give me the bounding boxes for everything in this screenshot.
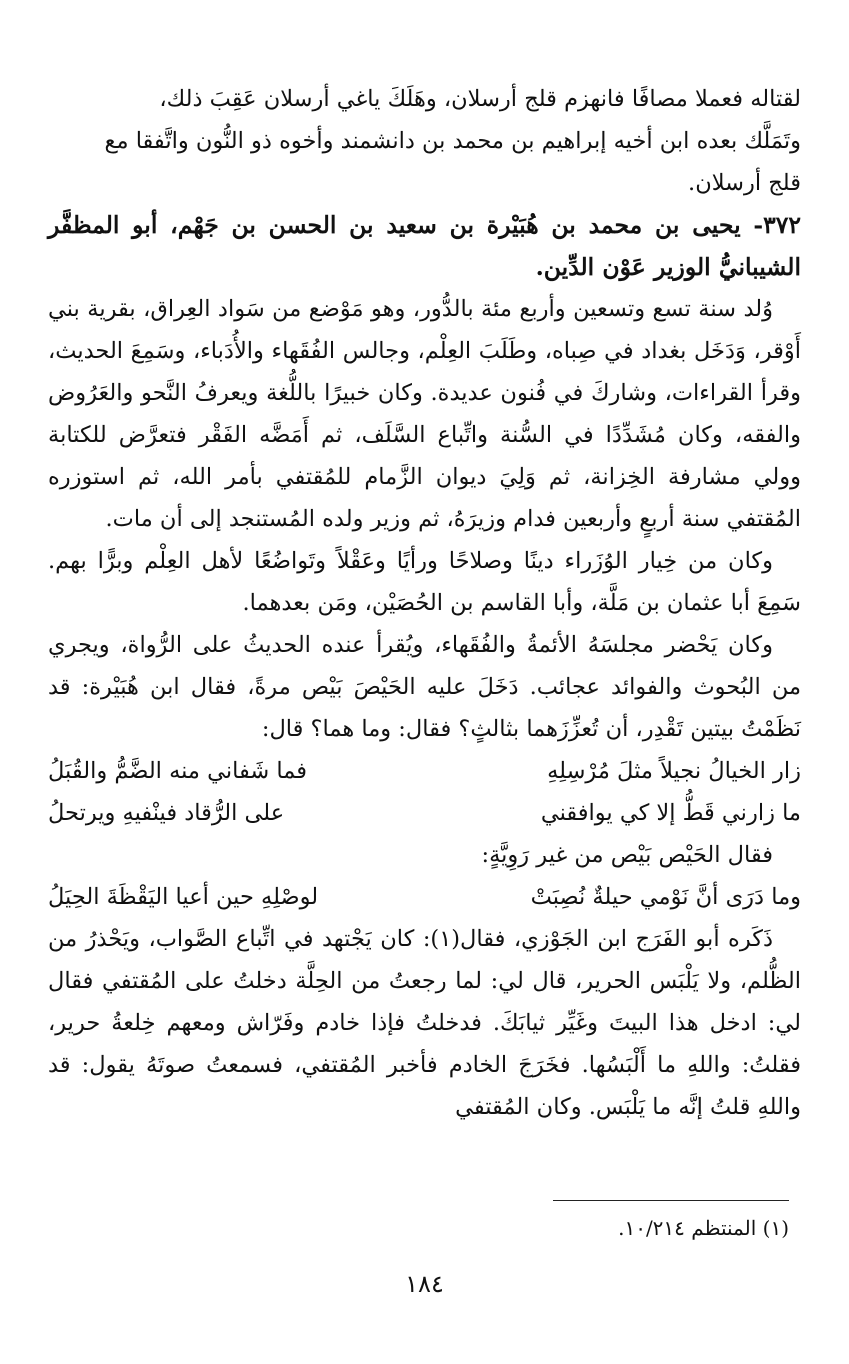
entry-heading: ٣٧٢- يحيى بن محمد بن هُبَيْرة بن سعيد بن الحسن بن جَهْم، أبو المظفَّر الشيبانيُّ الوزير عَوْن الدِّين. bbox=[48, 211, 801, 281]
paragraph: وُلد سنة تسع وتسعين وأربع مئة بالدُّور، وهو مَوْضع من سَواد العِراق، بقرية بني أَوْقر، وَدَخَل بغداد في صِباه، وطَلَبَ العِلْم، وجالس الفُقَهاء والأُدَباء، وسَمِعَ الحديث، وقرأ القراءات، وشاركَ في فُنون عديدة. وكان خبيرًا باللُّغة ويعرفُ النَّحو والعَرُوض والفقه، وكان مُشَدِّدًا في السُّنة واتِّباع السَّلَف، ثم أَمَضَّه الفَقْر فتعرَّض للكتابة وولي مشارفة الخِزانة، ثم وَلِيَ ديوان الزَّمام للمُقتفي بأمر الله، ثم استوزره المُقتفي سنة أربعٍ وأربعين فدام وزيرَهُ، ثم وزير ولده المُستنجد إلى أن مات. bbox=[48, 296, 801, 532]
verse-second-hemistich: فما شَفاني منه الضَّمُّ والقُبَلُ bbox=[48, 758, 308, 784]
poem-verse bbox=[48, 876, 801, 918]
paragraph: وكان يَحْضر مجلسَهُ الأئمةُ والفُقَهاء، ويُقرأ عنده الحديثُ على الرُّواة، ويجري من البُحوث والفوائد عجائب. دَخَلَ عليه الحَيْصَ بَيْص مرةً، فقال ابن هُبَيْرة: قد نَظَمْتُ بيتين تَقْدِر، أن تُعزِّزَهما بثالثٍ؟ فقال: وما هما؟ قال: bbox=[48, 632, 801, 742]
text-line: قلج أرسلان. bbox=[688, 170, 801, 196]
text-line: وتَمَلَّك بعده ابن أخيه إبراهيم بن محمد بن دانشمند وأخوه ذو النُّون واتَّفقا مع bbox=[104, 128, 801, 154]
paragraph: وكان من خِيار الوُزَراء دينًا وصلاحًا ورأيًا وعَقْلاً وتَواضُعًا لأهل العِلْم وبرًّا بهم. سَمِعَ أبا عثمان بن مَلَّة، وأبا القاسم بن الحُصَيْن، ومَن بعدهما. bbox=[48, 548, 801, 616]
main-text bbox=[48, 78, 801, 1128]
paragraph: فقال الحَيْص بَيْص من غير رَوِيَّةٍ: bbox=[481, 842, 773, 868]
footnote: (١) المنتظم ١٠/٢١٤. bbox=[618, 1216, 789, 1240]
verse-second-hemistich: لوصْلِهِ حين أعيا اليَقْظَةَ الحِيَلُ bbox=[48, 884, 319, 910]
poem-verse bbox=[48, 750, 801, 792]
page-number: ١٨٤ bbox=[405, 1270, 444, 1298]
poem-verse bbox=[48, 792, 801, 834]
verse-first-hemistich: ما زارني قَطُّ إلا كي يوافقني bbox=[540, 800, 801, 826]
footnote-divider bbox=[553, 1200, 789, 1201]
paragraph: ذَكَره أبو الفَرَج ابن الجَوْزي، فقال(١): كان يَجْتهد في اتِّباع الصَّواب، ويَحْذرُ من الظُّلم، ولا يَلْبَس الحرير، قال لي: لما رجعتُ من الحِلَّة دخلتُ على المُقتفي فقال لي: ادخل هذا البيتَ وغَيِّر ثيابَكَ. فدخلتُ فإذا خادم وفَرّاش ومعهم خِلعةُ حرير، فقلتُ: واللهِ ما أَلْبَسُها. فخَرَجَ الخادم فأخبر المُقتفي، فسمعتُ صوتَهُ يقول: قد واللهِ قلتُ إنَّه ما يَلْبَس. وكان المُقتفي bbox=[48, 926, 801, 1120]
text-line: لقتاله فعملا مصافًا فانهزم قلج أرسلان، وهَلَكَ ياغي أرسلان عَقِبَ ذلك، bbox=[159, 86, 801, 112]
verse-second-hemistich: على الرُّقاد فينْفيهِ ويرتحلُ bbox=[48, 800, 285, 826]
verse-first-hemistich: وما دَرَى أنَّ نَوْمي حيلةٌ نُصِبَتْ bbox=[530, 884, 801, 910]
verse-first-hemistich: زار الخيالُ نجيلاً مثلَ مُرْسِلِهِ bbox=[547, 758, 801, 784]
